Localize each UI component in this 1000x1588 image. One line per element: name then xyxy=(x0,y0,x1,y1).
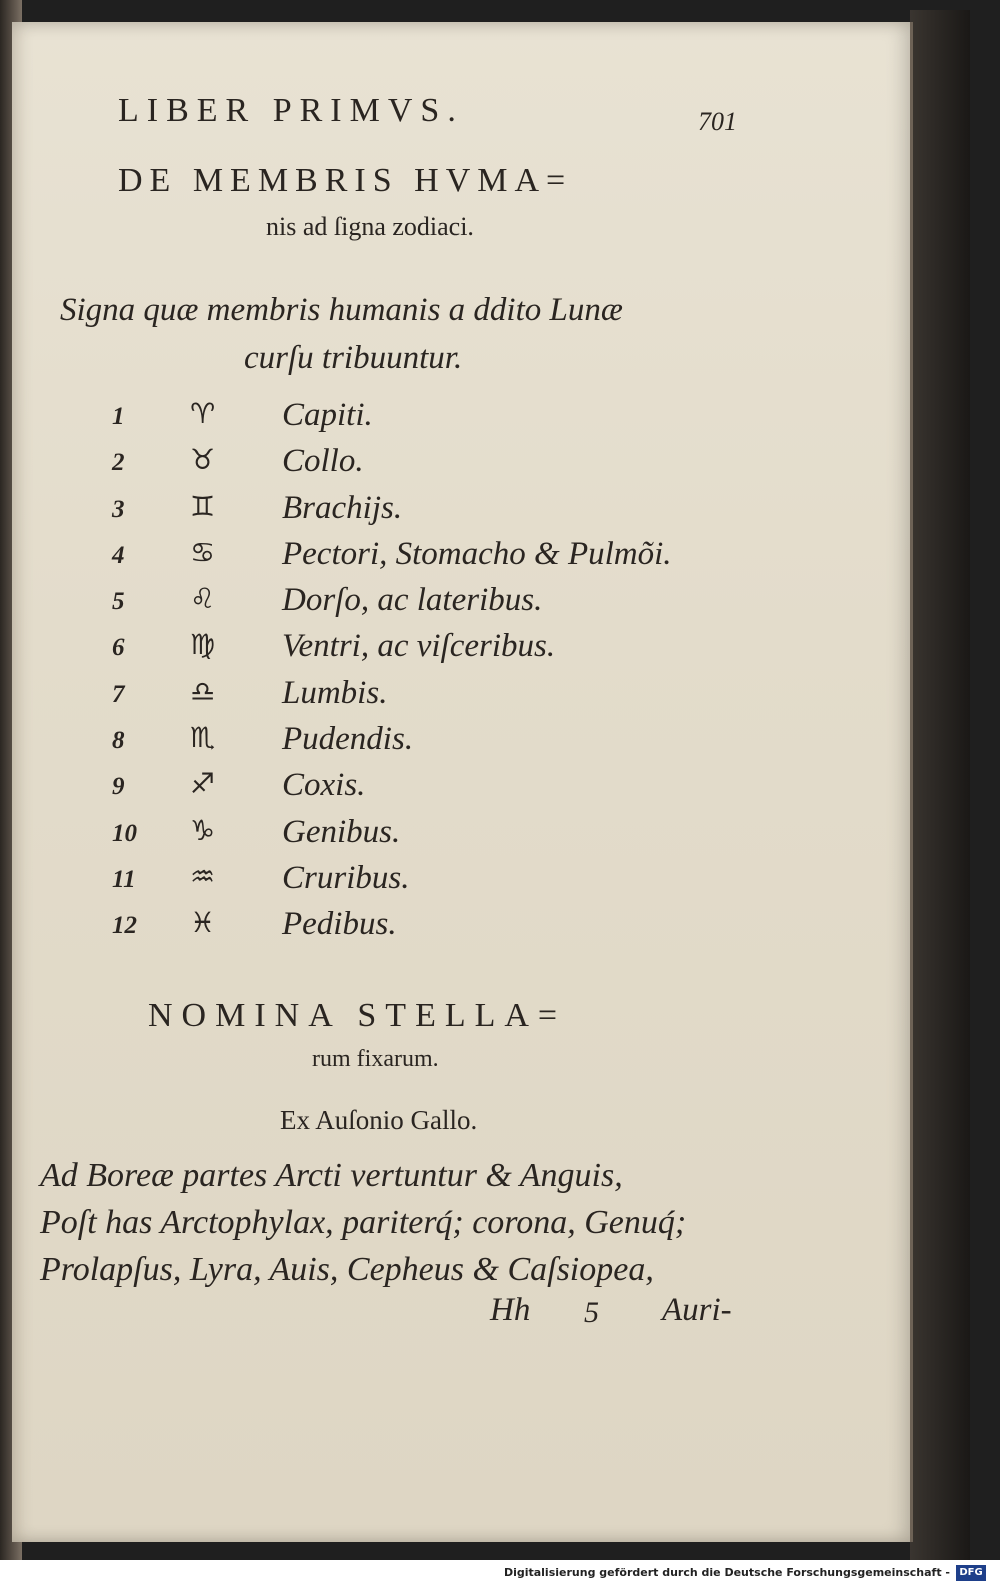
zodiac-row xyxy=(112,860,772,906)
body-part: Ventri, ac viſceribus. xyxy=(282,628,556,665)
section-title-line-2: nis ad ſigna zodiaci. xyxy=(266,212,474,241)
zodiac-number: 6 xyxy=(112,634,125,662)
running-head: LIBER PRIMVS. xyxy=(118,92,464,129)
zodiac-number: 7 xyxy=(112,680,125,708)
body-part: Coxis. xyxy=(282,767,366,804)
cancer-icon: ♋ xyxy=(190,535,216,569)
scan-background-right xyxy=(910,10,970,1560)
source-attribution: Ex Auſonio Gallo. xyxy=(280,1105,478,1135)
body-part: Dorſo, ac lateribus. xyxy=(282,582,543,619)
body-part: Collo. xyxy=(282,443,364,480)
aquarius-icon: ♒ xyxy=(190,859,216,893)
body-part: Capiti. xyxy=(282,397,373,433)
verse-line: Poſt has Arctophylax, pariterq́; corona, Genuq́; xyxy=(40,1204,687,1241)
body-part: Genibus. xyxy=(282,813,401,850)
verse-line: Ad Boreæ partes Arcti vertuntur & Anguis, xyxy=(40,1157,623,1194)
page-number: 701 xyxy=(698,107,737,136)
libra-icon: ♎ xyxy=(190,674,216,708)
body-part: Lumbis. xyxy=(282,674,388,711)
zodiac-row xyxy=(112,443,772,489)
zodiac-number: 3 xyxy=(112,495,125,523)
zodiac-row xyxy=(112,490,772,536)
zodiac-row xyxy=(112,536,772,582)
catchword: Auri- xyxy=(662,1292,732,1328)
gathering-number: 5 xyxy=(584,1296,599,1329)
zodiac-number: 9 xyxy=(112,773,125,801)
gemini-icon: ♊ xyxy=(190,489,216,523)
zodiac-number: 5 xyxy=(112,588,125,616)
body-part: Pudendis. xyxy=(282,721,414,758)
body-part: Pedibus. xyxy=(282,906,397,943)
sagittarius-icon: ♐ xyxy=(190,767,216,801)
zodiac-row xyxy=(112,582,772,628)
capricorn-icon: ♑ xyxy=(190,813,216,847)
book-page xyxy=(12,22,910,1542)
aries-icon: ♈ xyxy=(190,397,216,430)
zodiac-table xyxy=(112,397,772,953)
zodiac-row xyxy=(112,628,772,674)
footer-credit: Digitalisierung gefördert durch die Deutsche Forschungsgemeinschaft - xyxy=(503,1566,950,1579)
taurus-icon: ♉ xyxy=(190,443,216,477)
zodiac-number: 2 xyxy=(112,449,125,477)
zodiac-row xyxy=(112,675,772,721)
zodiac-number: 4 xyxy=(112,541,125,569)
zodiac-row xyxy=(112,721,772,767)
zodiac-number: 1 xyxy=(112,403,125,430)
signature-mark: Hh xyxy=(490,1292,531,1328)
dfg-logo: DFG xyxy=(956,1565,986,1581)
zodiac-row xyxy=(112,767,772,813)
body-part: Pectori, Stomacho & Pulmõi. xyxy=(282,535,672,572)
zodiac-row xyxy=(112,906,772,952)
zodiac-number: 8 xyxy=(112,727,125,755)
zodiac-row xyxy=(112,814,772,860)
body-part: Cruribus. xyxy=(282,859,410,896)
verse-line: Prolapſus, Lyra, Auis, Cepheus & Caſsiopea, xyxy=(40,1251,654,1288)
pisces-icon: ♓ xyxy=(190,906,216,940)
nomina-title-line-2: rum fixarum. xyxy=(312,1046,439,1072)
virgo-icon: ♍ xyxy=(190,628,216,662)
footer-bar xyxy=(0,1560,1000,1588)
zodiac-number: 11 xyxy=(112,865,136,893)
zodiac-row xyxy=(112,397,772,443)
scorpio-icon: ♏ xyxy=(190,721,216,755)
subtitle-line-2: curſu tribuuntur. xyxy=(244,340,463,376)
body-part: Brachijs. xyxy=(282,489,403,526)
nomina-title-line-1: NOMINA STELLA= xyxy=(148,997,567,1034)
verse-block xyxy=(40,1152,686,1293)
subtitle-line-1: Signa quæ membris humanis a ddito Lunæ xyxy=(60,292,623,328)
section-title-line-1: DE MEMBRIS HVMA= xyxy=(118,162,573,199)
zodiac-number: 10 xyxy=(112,819,137,847)
leo-icon: ♌ xyxy=(190,582,216,616)
zodiac-number: 12 xyxy=(112,912,137,940)
